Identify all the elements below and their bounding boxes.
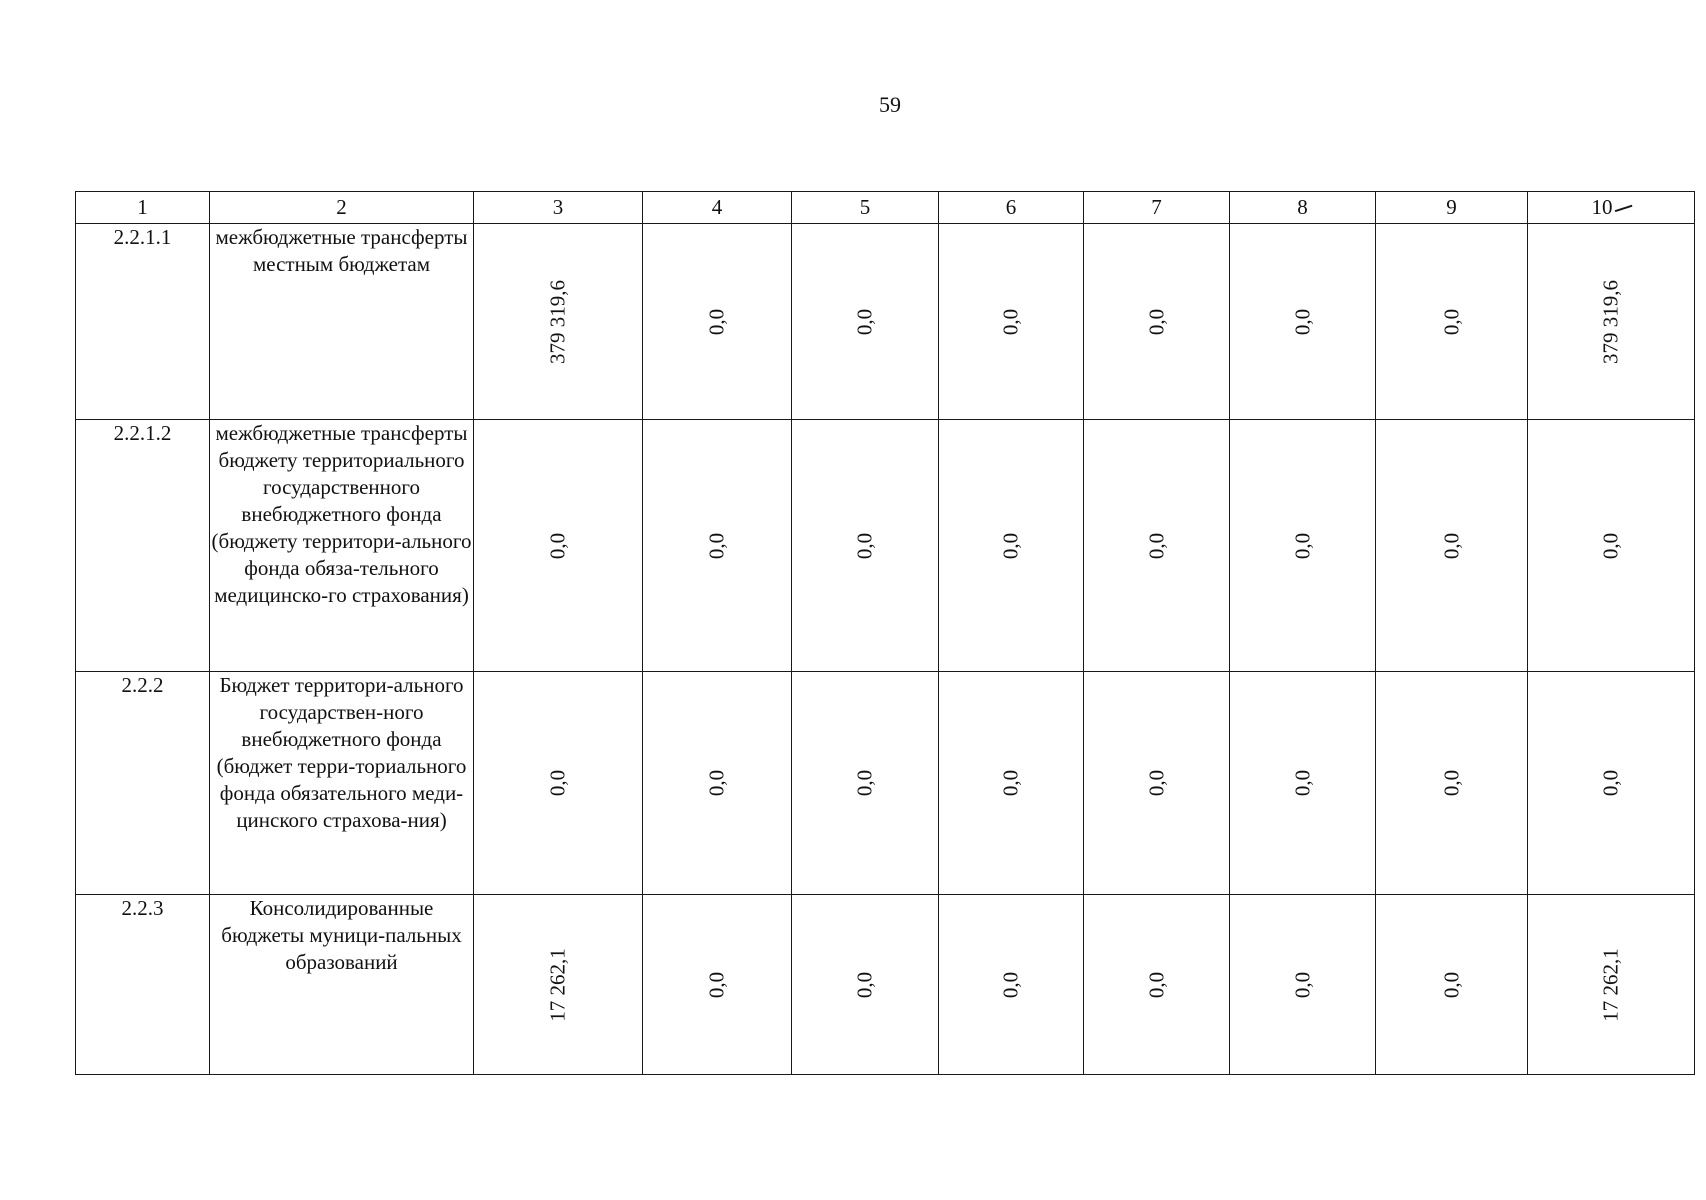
table-row	[76, 224, 1695, 420]
value-cell	[1230, 895, 1376, 1075]
value-cell	[1084, 895, 1230, 1075]
value: 0,0	[1598, 532, 1623, 559]
value-cell	[1230, 420, 1376, 672]
value-cell	[939, 672, 1084, 895]
value: 0,0	[1439, 971, 1463, 998]
column-header-last	[1528, 192, 1695, 224]
column-header: 3	[474, 192, 643, 224]
value: 0,0	[1598, 769, 1623, 797]
value-cell	[1230, 672, 1376, 895]
value: 0,0	[852, 308, 877, 335]
table-row	[76, 672, 1695, 895]
value: 0,0	[1144, 971, 1168, 998]
value-cell	[1376, 672, 1528, 895]
value: 0,0	[704, 971, 729, 998]
value-cell	[643, 672, 792, 895]
value: 17 262,1	[1598, 947, 1623, 1022]
value: 0,0	[998, 308, 1023, 335]
column-header: 5	[792, 192, 939, 224]
column-header-label: 10	[1591, 195, 1613, 219]
row-code: 2.2.1.2	[76, 420, 210, 672]
value: 0,0	[545, 769, 570, 797]
column-header: 6	[939, 192, 1084, 224]
value-cell	[1084, 672, 1230, 895]
table-row	[76, 895, 1695, 1075]
column-header: 2	[210, 192, 474, 224]
value-cell	[1084, 224, 1230, 420]
value-cell	[939, 224, 1084, 420]
table-row	[76, 420, 1695, 672]
value-cell	[939, 420, 1084, 672]
value-cell	[474, 420, 643, 672]
value: 0,0	[1439, 532, 1463, 559]
value-cell	[1528, 420, 1695, 672]
value-cell	[939, 895, 1084, 1075]
row-description: Бюджет территори-ального государствен-ного внебюджетного фонда (бюджет терри-ториального фонда обязательного меди-цинского страхова-ния)	[210, 672, 474, 895]
value: 0,0	[1290, 532, 1314, 559]
value: 0,0	[1144, 532, 1168, 559]
value-cell	[1376, 420, 1528, 672]
value-cell	[474, 224, 643, 420]
value: 0,0	[1144, 308, 1168, 335]
value: 0,0	[852, 971, 877, 998]
value: 0,0	[852, 769, 877, 797]
header-row	[76, 192, 1695, 224]
value: 17 262,1	[545, 947, 570, 1022]
page-number: 59	[879, 92, 901, 117]
pen-mark	[1612, 199, 1632, 212]
column-header: 9	[1376, 192, 1528, 224]
row-code: 2.2.2	[76, 672, 210, 895]
value: 0,0	[545, 532, 570, 559]
row-code: 2.2.1.1	[76, 224, 210, 420]
value: 0,0	[1290, 308, 1314, 335]
value-cell	[1528, 895, 1695, 1075]
column-header: 8	[1230, 192, 1376, 224]
budget-table	[75, 191, 1695, 1075]
value: 0,0	[998, 532, 1023, 559]
value: 0,0	[704, 532, 729, 559]
value-cell	[792, 672, 939, 895]
value: 379 319,6	[1598, 279, 1623, 364]
value-cell	[474, 672, 643, 895]
column-header: 1	[76, 192, 210, 224]
value-cell	[643, 895, 792, 1075]
value: 0,0	[852, 532, 877, 559]
value-cell	[1528, 672, 1695, 895]
value-cell	[643, 420, 792, 672]
value-cell	[1376, 224, 1528, 420]
column-header: 7	[1084, 192, 1230, 224]
value-cell	[643, 224, 792, 420]
value: 0,0	[704, 769, 729, 797]
column-header: 4	[643, 192, 792, 224]
value: 0,0	[1290, 971, 1314, 998]
value: 0,0	[998, 971, 1023, 998]
value: 0,0	[998, 769, 1023, 797]
value: 0,0	[1290, 769, 1314, 797]
value-cell	[474, 895, 643, 1075]
value-cell	[1528, 224, 1695, 420]
value: 0,0	[1144, 769, 1168, 797]
value-cell	[1376, 895, 1528, 1075]
row-description: межбюджетные трансферты бюджету территориального государственного внебюджетного фонда (бюджету территори-ального фонда обяза-тельного медицинско-го страхования)	[210, 420, 474, 672]
value: 0,0	[1439, 308, 1463, 335]
value: 0,0	[1439, 769, 1463, 797]
row-description: Консолидированные бюджеты муници-пальных образований	[210, 895, 474, 1075]
value-cell	[1084, 420, 1230, 672]
value: 379 319,6	[545, 279, 570, 364]
row-code: 2.2.3	[76, 895, 210, 1075]
value: 0,0	[704, 308, 729, 335]
value-cell	[792, 895, 939, 1075]
value-cell	[792, 224, 939, 420]
value-cell	[792, 420, 939, 672]
value-cell	[1230, 224, 1376, 420]
row-description: межбюджетные трансферты местным бюджетам	[210, 224, 474, 420]
